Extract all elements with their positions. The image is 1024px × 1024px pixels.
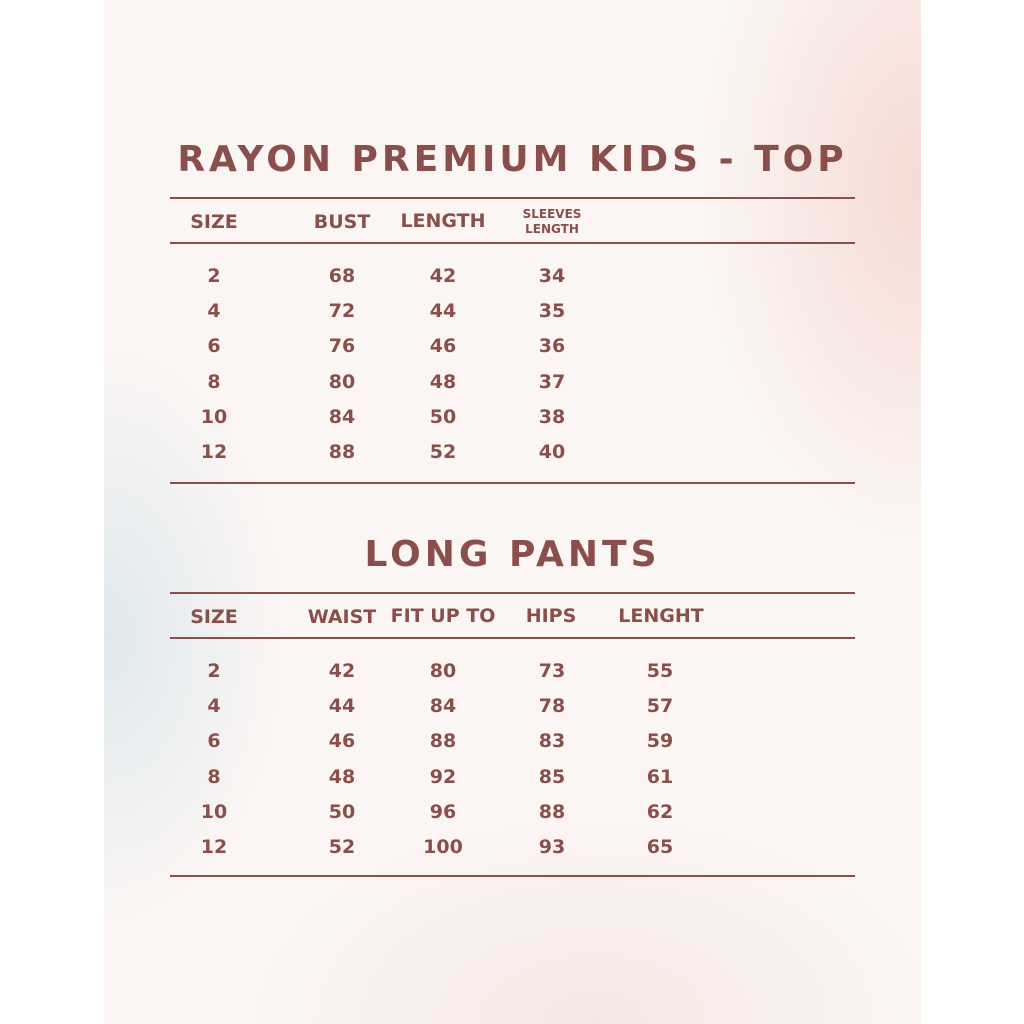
- top-header-sleeves-line1: SLEEVES: [522, 207, 582, 221]
- top-table-cell: 42: [429, 265, 457, 287]
- pants-table-cell: 44: [328, 695, 356, 718]
- pants-table-cell: 61: [646, 765, 674, 788]
- top-table-cell: 52: [429, 441, 457, 463]
- top-table-cell: 8: [207, 370, 221, 393]
- pants-table-cell: 78: [538, 695, 566, 718]
- pants-table-cell: 52: [328, 836, 356, 858]
- pants-header-lenght: LENGHT: [618, 605, 704, 627]
- size-chart-page: [104, 0, 921, 1024]
- top-header-sleeves-line2: LENGTH: [525, 222, 579, 236]
- top-table-cell: 84: [328, 405, 356, 428]
- top-table-cell: 68: [328, 265, 356, 287]
- pants-table-cell: 10: [200, 800, 228, 823]
- top-table-cell: 46: [429, 335, 457, 358]
- top-table-cell: 44: [429, 300, 457, 323]
- pants-header-hips: HIPS: [525, 605, 577, 627]
- top-table-cell: 34: [538, 265, 566, 287]
- pants-table-cell: 83: [538, 730, 566, 753]
- pants-table-cell: 93: [538, 836, 566, 858]
- pants-header-rule-upper: [170, 592, 855, 594]
- top-table-cell: 35: [538, 300, 566, 323]
- pants-table-cell: 88: [429, 730, 457, 753]
- pants-table-cell: 96: [429, 800, 457, 823]
- top-header-bust: BUST: [313, 211, 371, 233]
- top-header-size: SIZE: [190, 211, 238, 233]
- top-table-cell: 50: [429, 405, 457, 428]
- pants-table-cell: 4: [207, 695, 221, 718]
- top-table-cell: 38: [538, 405, 566, 428]
- top-table-title: RAYON PREMIUM KIDS - TOP: [177, 139, 848, 180]
- pants-table-cell: 46: [328, 730, 356, 753]
- pants-table-cell: 50: [328, 800, 356, 823]
- top-header-rule-upper: [170, 197, 855, 199]
- pants-table-cell: 80: [429, 660, 457, 682]
- top-table-cell: 2: [207, 265, 221, 287]
- pants-table-cell: 8: [207, 765, 221, 788]
- pants-table-cell: 6: [207, 730, 221, 753]
- pants-table-cell: 42: [328, 660, 356, 682]
- top-table-cell: 88: [328, 441, 356, 463]
- pants-table-cell: 84: [429, 695, 457, 718]
- pants-table-cell: 65: [646, 836, 674, 858]
- pants-table-cell: 59: [646, 730, 674, 753]
- top-table-cell: 40: [538, 441, 566, 463]
- pants-header-size: SIZE: [190, 606, 238, 628]
- top-table-cell: 12: [200, 441, 228, 463]
- pants-table-cell: 100: [423, 836, 463, 858]
- top-table-bottom-rule: [170, 482, 855, 484]
- top-header-length: LENGTH: [400, 210, 486, 232]
- top-table-cell: 48: [429, 370, 457, 393]
- pants-table-title: LONG PANTS: [364, 534, 661, 575]
- pants-table-cell: 73: [538, 660, 566, 682]
- pants-table-cell: 55: [646, 660, 674, 682]
- top-table-cell: 6: [207, 335, 221, 358]
- pants-table-cell: 48: [328, 765, 356, 788]
- pants-table-cell: 88: [538, 800, 566, 823]
- pants-header-fit-up-to: FIT UP TO: [390, 605, 496, 627]
- pants-table-bottom-rule: [170, 875, 855, 877]
- pants-table-cell: 62: [646, 800, 674, 823]
- top-table-cell: 10: [200, 405, 228, 428]
- pants-table-cell: 85: [538, 765, 566, 788]
- pants-table-cell: 92: [429, 765, 457, 788]
- pants-table-cell: 2: [207, 660, 221, 682]
- top-table-cell: 76: [328, 335, 356, 358]
- top-header-rule-lower: [170, 242, 855, 244]
- pants-header-rule-lower: [170, 637, 855, 639]
- pants-header-waist: WAIST: [307, 606, 377, 628]
- top-table-cell: 37: [538, 370, 566, 393]
- top-table-cell: 72: [328, 300, 356, 323]
- top-table-cell: 4: [207, 300, 221, 323]
- pants-table-cell: 12: [200, 836, 228, 858]
- pants-table-cell: 57: [646, 695, 674, 718]
- top-table-cell: 36: [538, 335, 566, 358]
- top-table-cell: 80: [328, 370, 356, 393]
